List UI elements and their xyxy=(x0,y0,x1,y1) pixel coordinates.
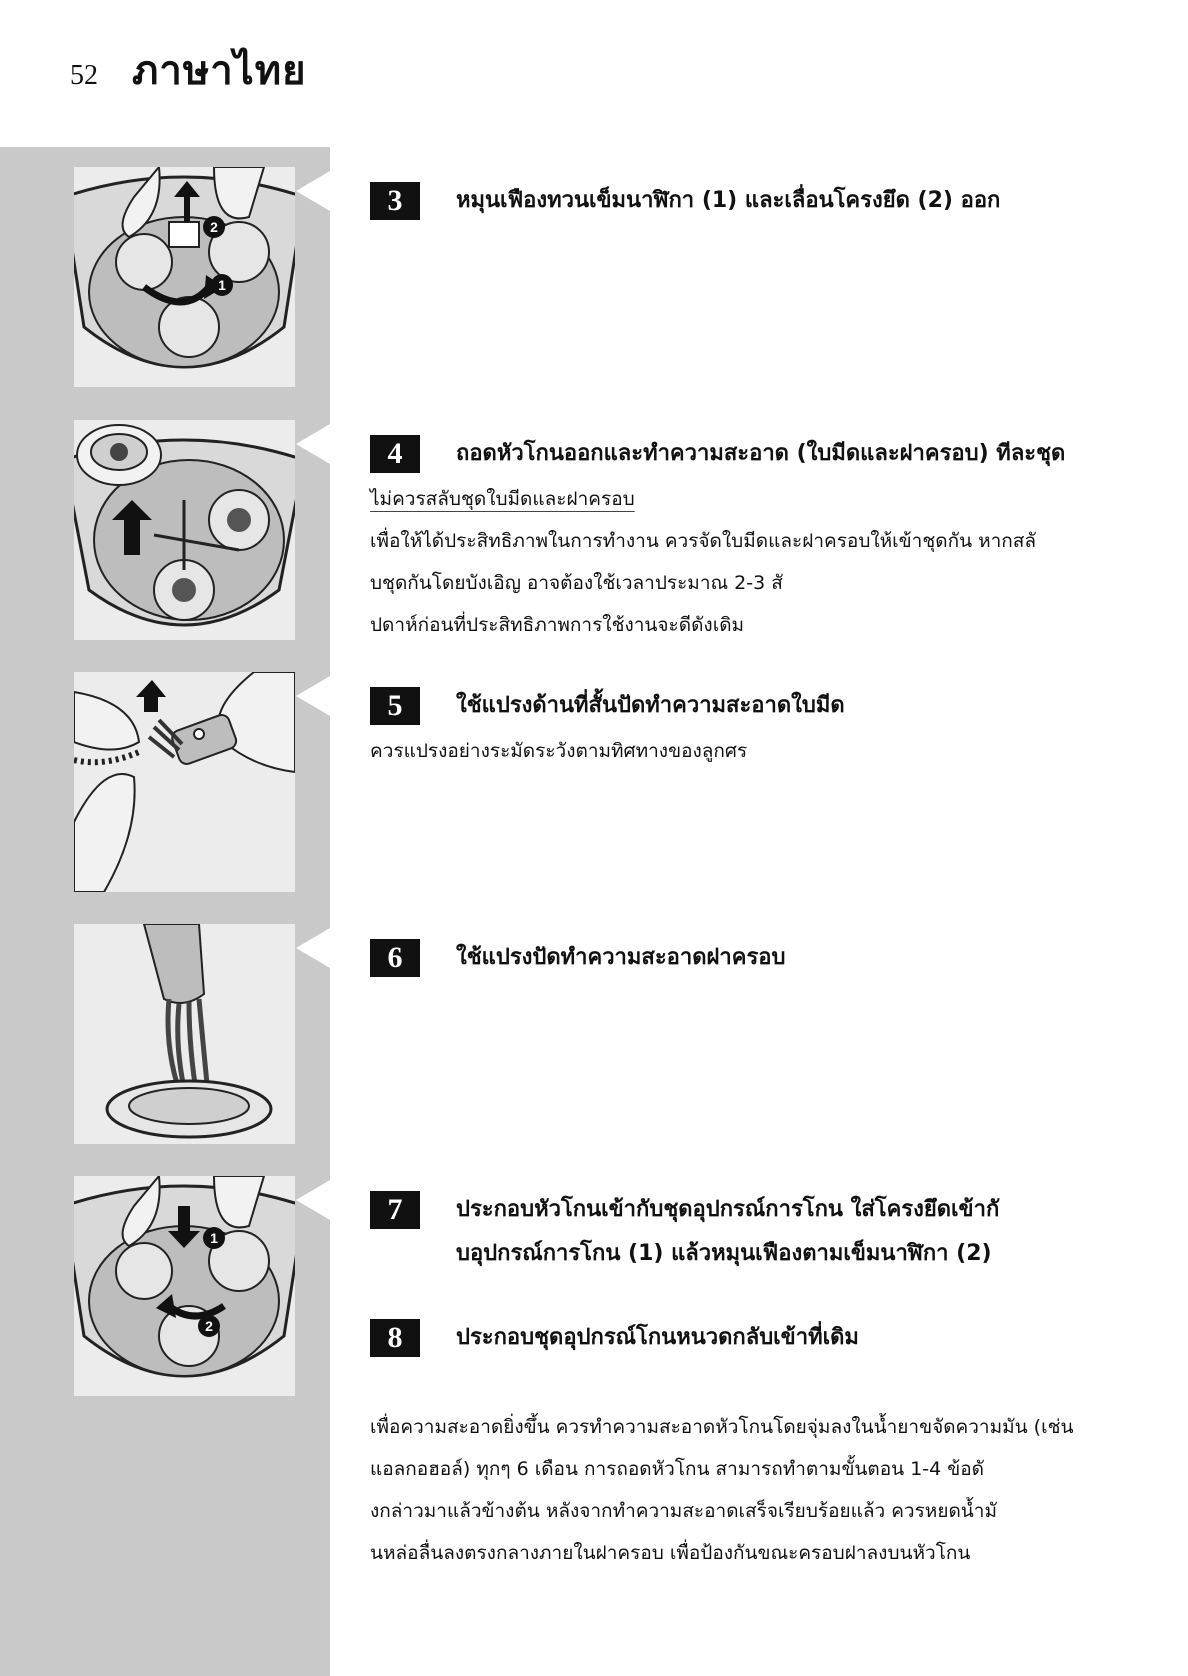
step-4 xyxy=(370,434,1130,646)
figure-label-2: 2 xyxy=(210,219,218,235)
body-line: เพื่อให้ได้ประสิทธิภาพในการทำงาน ควรจัดใบมีดและฝาครอบให้เข้าชุดกัน หากสลั xyxy=(370,530,1037,552)
page-header xyxy=(70,38,307,102)
paragraph-line: แอลกอฮอล์) ทุกๆ 6 เดือน การถอดหัวโกน สามารถทำตามขั้นตอน 1-4 ข้อดั xyxy=(370,1458,985,1480)
figure-step-3 xyxy=(74,167,295,387)
step-3 xyxy=(370,181,1130,221)
step-8 xyxy=(370,1318,1130,1358)
body-line: ควรแปรงอย่างระมัดระวังตามทิศทางของลูกศร xyxy=(370,740,748,762)
step-number: 5 xyxy=(370,687,420,725)
warning-text: ไม่ควรสลับชุดใบมีดและฝาครอบ xyxy=(370,488,635,510)
step-7 xyxy=(370,1190,1130,1274)
paragraph-line: เพื่อความสะอาดยิ่งขึ้น ควรทำความสะอาดหัวโกนโดยจุ่มลงในน้ำยาขจัดความมัน (เช่น xyxy=(370,1416,1074,1438)
figure-step-6 xyxy=(74,924,295,1144)
step-number: 3 xyxy=(370,182,420,220)
step-title: ประกอบหัวโกนเข้ากับชุดอุปกรณ์การโกน ใส่โครงยึดเข้ากั xyxy=(456,1197,1000,1222)
body-line: บชุดกันโดยบังเอิญ อาจต้องใช้เวลาประมาณ 2-3 สั xyxy=(370,572,783,594)
figure-label-2: 2 xyxy=(205,1318,213,1334)
figure-step-4 xyxy=(74,420,295,640)
step-title: หมุนเฟืองทวนเข็มนาฬิกา (1) และเลื่อนโครงยึด (2) ออก xyxy=(456,188,1001,213)
step-title: ใช้แปรงด้านที่สั้นปัดทำความสะอาดใบมีด xyxy=(456,693,845,718)
step-title: ถอดหัวโกนออกและทำความสะอาด (ใบมีดและฝาครอบ) ทีละชุด xyxy=(456,441,1066,466)
step-number: 4 xyxy=(370,435,420,473)
step-title: ใช้แปรงปัดทำความสะอาดฝาครอบ xyxy=(456,945,786,970)
footer-paragraph xyxy=(370,1406,1110,1574)
body-line: ปดาห์ก่อนที่ประสิทธิภาพการใช้งานจะดีดังเดิม xyxy=(370,614,745,636)
page-title: ภาษาไทย xyxy=(132,47,307,94)
figure-step-7 xyxy=(74,1176,295,1396)
step-title-continued: บอุปกรณ์การโกน (1) แล้วหมุนเฟืองตามเข็มนาฬิกา (2) xyxy=(456,1241,992,1266)
step-title: ประกอบชุดอุปกรณ์โกนหนวดกลับเข้าที่เดิม xyxy=(456,1325,859,1350)
step-number: 6 xyxy=(370,939,420,977)
paragraph-line: นหล่อลื่นลงตรงกลางภายในฝาครอบ เพื่อป้องกันขณะครอบฝาลงบนหัวโกน xyxy=(370,1542,971,1564)
page-number: 52 xyxy=(70,60,98,91)
step-number: 7 xyxy=(370,1191,420,1229)
figure-label-1: 1 xyxy=(218,277,226,293)
figure-label-1: 1 xyxy=(210,1230,218,1246)
figure-step-5 xyxy=(74,672,295,892)
step-5 xyxy=(370,686,1130,772)
step-6 xyxy=(370,938,1130,978)
paragraph-line: งกล่าวมาแล้วข้างต้น หลังจากทำความสะอาดเสร็จเรียบร้อยแล้ว ควรหยดน้ำมั xyxy=(370,1500,997,1522)
step-number: 8 xyxy=(370,1319,420,1357)
